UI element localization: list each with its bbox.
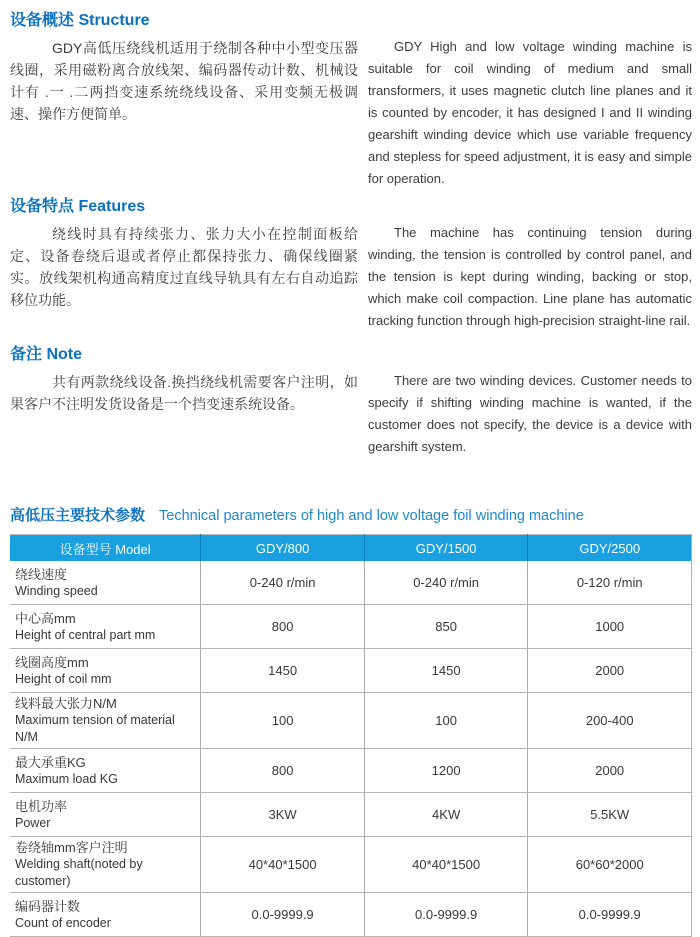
table-row (10, 561, 692, 605)
param-label-cell (10, 893, 201, 937)
section-note-right (368, 344, 692, 458)
param-value: 2000 (528, 749, 692, 793)
param-label-zh: 卷绕轴mm客户注明 (15, 840, 128, 855)
section-note-heading: 备注 Note (10, 346, 83, 363)
param-value: 1450 (364, 649, 528, 693)
param-value: 60*60*2000 (528, 837, 692, 893)
param-label-cell (10, 561, 201, 605)
parameters-table-title-zh: 高低压主要技术参数 (10, 507, 146, 524)
column-header-model: 设备型号 Model (10, 535, 201, 562)
param-label-en: Maximum load KG (15, 771, 118, 786)
param-value: 0-120 r/min (528, 561, 692, 605)
param-value: 3KW (201, 793, 365, 837)
param-label-en: Count of encoder (15, 915, 111, 930)
document-page (10, 10, 692, 937)
column-header-gdy2500: GDY/2500 (528, 535, 692, 562)
section-structure-text-en: GDY High and low voltage winding machine is suitable for coil winding of medium and small transformers, it uses magnetic clutch line planes and it is counted by encoder, it has designed I and II winding gearshift winding device which use variable frequency and stepless for speed adjustment, it is easy and simple for operation. (368, 39, 692, 186)
param-label-cell (10, 793, 201, 837)
param-label-cell (10, 693, 201, 749)
section-structure-right (368, 10, 692, 190)
param-label-en: Height of coil mm (15, 671, 112, 686)
param-value: 40*40*1500 (364, 837, 528, 893)
param-label-zh: 线圈高度mm (15, 654, 89, 670)
section-structure-text-zh: GDY高低压绕线机适用于绕制各种中小型变压器线圈，采用磁粉离合放线架、编码器传动计数、机械设计有 .一 .二两挡变速系统绕线设备、采用变频无极调速、操作方便简单。 (10, 40, 358, 122)
table-row (10, 749, 692, 793)
param-label-en: Maximum tension of material N/M (15, 713, 175, 744)
param-value: 0.0-9999.9 (201, 893, 365, 937)
param-label-en: Power (15, 815, 51, 830)
param-label-cell (10, 837, 201, 893)
param-value: 1000 (528, 605, 692, 649)
param-label-en: Welding shaft(noted by customer) (15, 857, 143, 888)
param-value: 0.0-9999.9 (528, 893, 692, 937)
param-label-zh: 线料最大张力N/M (15, 696, 117, 711)
header-row (10, 535, 692, 562)
section-note-text-zh: 共有两款绕线设备.换挡绕线机需要客户注明，如果客户不注明发货设备是一个挡变速系统设备。 (10, 374, 358, 412)
param-value: 5.5KW (528, 793, 692, 837)
parameters-table-block (10, 504, 692, 937)
section-features (10, 196, 692, 332)
section-features-text-en: The machine has continuing tension during winding, the tension is controlled by control panel, and the tension is kept during winding, backing or stop, which make coil compaction. Line plane has automatic tracking function through high-precision straight-line rail. (368, 225, 692, 328)
param-label-en: Winding speed (15, 583, 98, 598)
param-value: 0-240 r/min (201, 561, 365, 605)
param-label-zh: 绕线速度 (15, 566, 68, 582)
parameters-table-title (10, 504, 692, 525)
section-structure-heading: 设备概述 Structure (10, 12, 150, 29)
param-value: 100 (364, 693, 528, 749)
param-value: 100 (201, 693, 365, 749)
param-value: 40*40*1500 (201, 837, 365, 893)
table-row (10, 693, 692, 749)
parameters-table-body (10, 561, 692, 937)
table-row (10, 605, 692, 649)
column-header-gdy800: GDY/800 (201, 535, 365, 562)
parameters-table-title-en: Technical parameters of high and low voltage foil winding machine (159, 508, 584, 524)
section-note (10, 344, 692, 458)
section-features-right (368, 196, 692, 332)
param-label-zh: 最大承重KG (15, 754, 86, 770)
param-label-cell (10, 649, 201, 693)
table-row (10, 793, 692, 837)
section-features-text-zh: 绕线时具有持续张力、张力大小在控制面板给定、设备卷绕后退或者停止都保持张力、确保线圈紧实。放线架机构通高精度过直线导轨具有左右自动追踪移位功能。 (10, 226, 358, 308)
param-value: 1450 (201, 649, 365, 693)
param-label-zh: 电机功率 (15, 798, 68, 814)
param-value: 0.0-9999.9 (364, 893, 528, 937)
section-features-heading: 设备特点 Features (10, 198, 146, 215)
section-note-left (10, 344, 358, 415)
param-value: 850 (364, 605, 528, 649)
table-row (10, 649, 692, 693)
param-value: 2000 (528, 649, 692, 693)
table-row (10, 837, 692, 893)
section-structure-left (10, 10, 358, 125)
param-label-cell (10, 749, 201, 793)
section-note-text-en: There are two winding devices. Customer needs to specify if shifting winding machine is wanted, if the customer does not specify, the device is a device with gearshift system. (368, 373, 692, 454)
param-label-zh: 编码器计数 (15, 898, 81, 914)
param-value: 4KW (364, 793, 528, 837)
param-label-cell (10, 605, 201, 649)
parameters-table (10, 534, 692, 937)
param-value: 800 (201, 749, 365, 793)
column-header-gdy1500: GDY/1500 (364, 535, 528, 562)
table-row (10, 893, 692, 937)
param-value: 800 (201, 605, 365, 649)
parameters-table-header (10, 535, 692, 562)
section-features-left (10, 196, 358, 311)
param-label-en: Height of central part mm (15, 627, 156, 642)
param-value: 0-240 r/min (364, 561, 528, 605)
param-value: 200-400 (528, 693, 692, 749)
param-label-zh: 中心高mm (15, 610, 76, 626)
section-structure (10, 10, 692, 190)
param-value: 1200 (364, 749, 528, 793)
